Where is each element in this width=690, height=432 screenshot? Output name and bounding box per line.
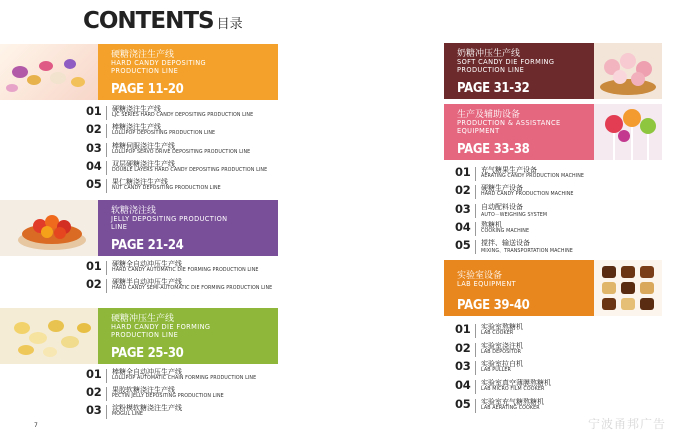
section-page-range: PAGE 33-38 (457, 142, 530, 157)
item-title-cn: 淀粉模软糖浇注生产线 (112, 404, 182, 412)
item-title-en: MOGUL LINE (112, 412, 144, 417)
item-title-en: HARD CANDY PRODUCTION MACHINE (481, 192, 574, 197)
list-item (86, 104, 276, 122)
lollipop-photo (594, 104, 662, 160)
section-title-en: PRODUCTION & ASSISTANCE EQUIPMENT (457, 119, 561, 135)
item-title-en: LAB MICRO FILM COOKER (481, 387, 545, 392)
item-title-cn: 硬糖生产设备 (481, 184, 523, 192)
item-title-cn: 实验室浇注机 (481, 342, 523, 350)
item-number: 03 (86, 403, 102, 417)
list-item (455, 202, 665, 220)
item-number: 02 (455, 341, 471, 355)
section-page-range: PAGE 21-24 (111, 238, 184, 253)
die-formed-candy-photo (0, 308, 98, 364)
hard-candy-photo (0, 44, 98, 100)
list-item (86, 141, 276, 159)
section-title-cn: 生产及辅助设备 (457, 110, 521, 120)
item-number: 02 (86, 122, 102, 136)
list-item (455, 183, 665, 201)
item-number: 04 (455, 220, 471, 234)
page-title (83, 8, 243, 34)
item-title-en: LAB PULLER (481, 368, 511, 373)
item-number: 01 (86, 367, 102, 381)
list-item (455, 397, 665, 415)
list-item (455, 359, 665, 377)
item-number: 04 (455, 378, 471, 392)
item-number: 02 (455, 183, 471, 197)
item-title-en: AUTO－WEIGHING SYSTEM (481, 213, 548, 218)
item-title-cn: 搅拌、输送设备 (481, 239, 530, 247)
item-number: 01 (455, 165, 471, 179)
item-number: 05 (455, 238, 471, 252)
section-jelly-depositing-band (0, 200, 278, 256)
contents-title-cn: 目录 (216, 17, 243, 32)
list-item (455, 341, 665, 359)
item-title-cn: 双层硬糖浇注生产线 (112, 160, 175, 168)
item-title-cn: 实验室熬糖机 (481, 323, 523, 331)
item-number: 01 (86, 104, 102, 118)
item-title-cn: 实验室充气糖熬糖机 (481, 398, 544, 406)
jelly-candy-photo (0, 200, 98, 256)
item-title-cn: 果仁糖浇注生产线 (112, 178, 168, 186)
section-title-en: JELLY DEPOSITING PRODUCTION LINE (111, 215, 228, 231)
list-item (455, 165, 665, 183)
item-title-en: AERATING CANDY PRODUCTION MACHINE (481, 174, 585, 179)
list-item (455, 378, 665, 396)
item-number: 01 (86, 259, 102, 273)
item-title-cn: 棒糖浇注生产线 (112, 123, 161, 131)
page-number-left: 7 (34, 422, 38, 429)
item-title-cn: 充气糖果生产设备 (481, 166, 537, 174)
list-item (86, 385, 276, 403)
item-title-en: LAB COOKER (481, 331, 514, 336)
watermark: 宁波甬邦广告 (588, 417, 667, 431)
section-page-range: PAGE 39-40 (457, 298, 530, 313)
item-title-en: LOLLIPOP SERVO DRIVE DEPOSITING PRODUCTION LINE (112, 150, 251, 155)
section-hard-die-forming-band (0, 308, 278, 364)
item-title-cn: 果胶软糖浇注生产线 (112, 386, 175, 394)
section-assistance-band (444, 104, 662, 160)
item-number: 01 (455, 322, 471, 336)
list-item (86, 159, 276, 177)
list-item (455, 238, 665, 256)
item-title-cn: 硬糖半自动冲压生产线 (112, 278, 182, 286)
section-title-en: HARD CANDY DEPOSITING PRODUCTION LINE (111, 59, 207, 75)
item-title-cn: 实验室拉白机 (481, 360, 523, 368)
list-item (86, 277, 276, 295)
item-title-en: NUT CANDY DEPOSITING PRODUCTION LINE (112, 186, 221, 191)
item-number: 05 (455, 397, 471, 411)
item-number: 05 (86, 177, 102, 191)
section-lab-band (444, 260, 662, 316)
item-title-en: LOLLIPOP DEPOSITING PRODUCTION LINE (112, 131, 216, 136)
contents-title: CONTENTS (83, 8, 214, 34)
item-number: 02 (86, 277, 102, 291)
item-title-cn: 硬糖全自动冲压生产线 (112, 260, 182, 268)
item-number: 03 (455, 202, 471, 216)
item-title-en: HARD CANDY AUTOMATIC DIE FORMING PRODUCTION LINE (112, 268, 259, 273)
list-item (86, 259, 276, 277)
section-title-cn: 硬糖冲压生产线 (111, 314, 175, 324)
section-title-en: LAB EQUIPMENT (457, 280, 517, 288)
item-title-en: HARD CANDY SEMI-AUTOMATIC DIE FORMING PRODUCTION LINE (112, 286, 273, 291)
item-title-en: LOLLIPOP AUTOMATIC CHAIN FORMING PRODUCTION LINE (112, 376, 257, 381)
item-title-cn: 实验室真空薄膜熬糖机 (481, 379, 551, 387)
item-title-en: MIXING、TRANSPORTATION MACHINE (481, 249, 573, 254)
item-title-en: LJC SERIES HARD CANDY DEPOSITING PRODUCTION LINE (112, 113, 254, 118)
list-item (455, 322, 665, 340)
section-hard-depositing-band (0, 44, 278, 100)
list-item (455, 220, 665, 238)
item-number: 03 (455, 359, 471, 373)
item-title-en: LAB AERATING COOKER (481, 406, 540, 411)
section-title-cn: 软糖浇注线 (111, 206, 157, 216)
section-title-cn: 硬糖浇注生产线 (111, 50, 175, 60)
item-title-cn: 熬糖机 (481, 221, 502, 229)
list-item (86, 403, 276, 421)
item-title-en: LAB DEPOSITOR (481, 350, 522, 355)
item-title-en: COOKING MACHINE (481, 229, 530, 234)
item-title-cn: 硬糖浇注生产线 (112, 105, 161, 113)
item-number: 03 (86, 141, 102, 155)
list-item (86, 177, 276, 195)
list-item (86, 122, 276, 140)
section-page-range: PAGE 31-32 (457, 81, 530, 96)
section-title-cn: 奶糖冲压生产线 (457, 49, 521, 59)
section-page-range: PAGE 25-30 (111, 346, 184, 361)
section-page-range: PAGE 11-20 (111, 82, 184, 97)
item-title-cn: 棒糖全自动冲压生产线 (112, 368, 182, 376)
section-title-en: SOFT CANDY DIE FORMING PRODUCTION LINE (457, 58, 555, 74)
list-item (86, 367, 276, 385)
soft-candy-photo (594, 43, 662, 99)
section-soft-die-forming-band (444, 43, 662, 99)
item-title-cn: 自动配料设备 (481, 203, 523, 211)
section-title-en: HARD CANDY DIE FORMING PRODUCTION LINE (111, 323, 211, 339)
section-title-cn: 实验室设备 (457, 271, 503, 281)
item-number: 04 (86, 159, 102, 173)
item-title-en: DOUBLE LAYERS HARD CANDY DEPOSITING PRODUCTION LINE (112, 168, 268, 173)
chocolate-candy-photo (594, 260, 662, 316)
item-number: 02 (86, 385, 102, 399)
item-title-en: PECTIN JELLY DEPOSITING PRODUCTION LINE (112, 394, 224, 399)
item-title-cn: 棒糖伺服浇注生产线 (112, 142, 175, 150)
